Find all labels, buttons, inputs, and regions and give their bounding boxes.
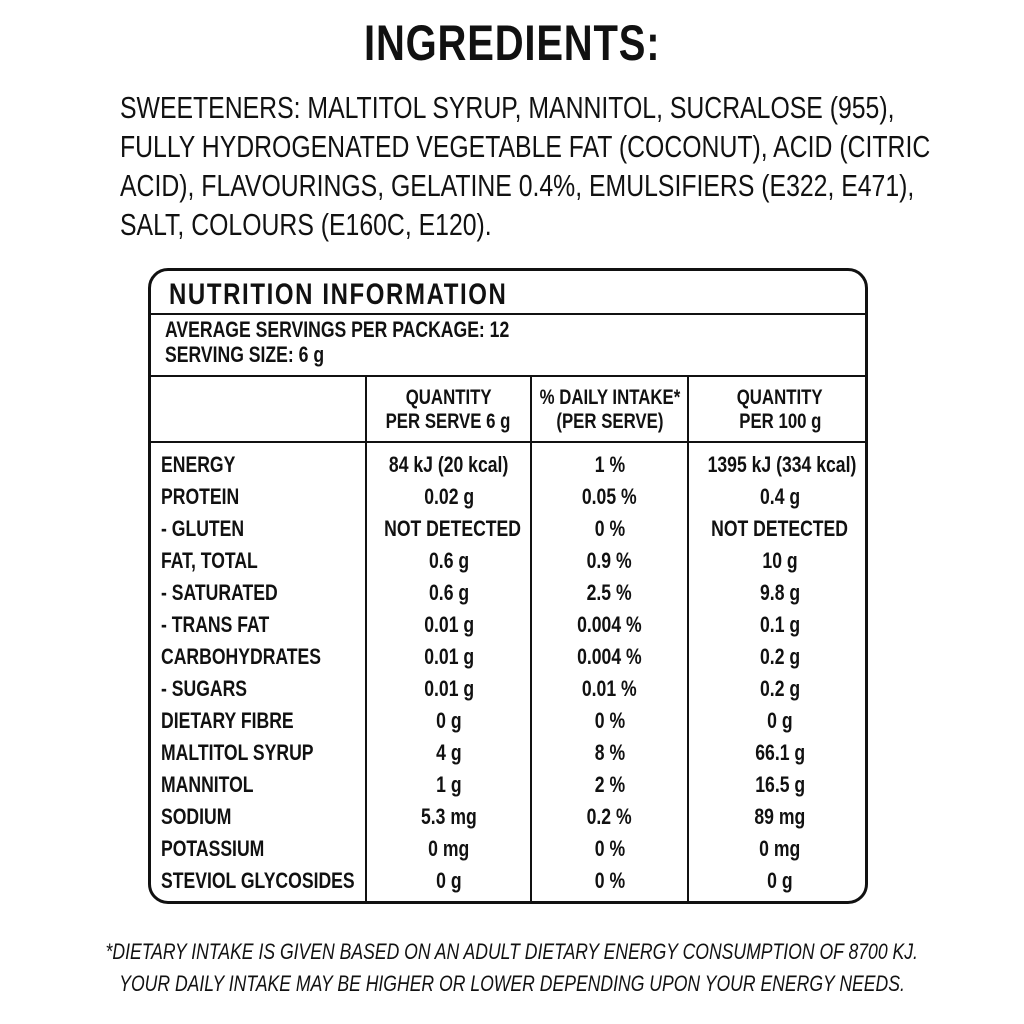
daily-intake-value-cell (532, 545, 687, 577)
nutrient-name-cell (161, 833, 361, 865)
footnote (0, 936, 1024, 1000)
serving-info (165, 317, 595, 367)
daily-intake-value: 0.004 % (577, 612, 642, 637)
daily-intake-value-cell (532, 577, 687, 609)
per-100g-value-cell (689, 449, 868, 481)
daily-intake-value: 0.05 % (582, 484, 637, 509)
per-serve-value: 84 kJ (20 kcal) (389, 452, 509, 477)
table-row (151, 865, 865, 897)
per-serve-value: 4 g (436, 740, 462, 765)
per-serve-value-cell (367, 865, 531, 897)
per-serve-value-cell (367, 481, 531, 513)
daily-intake-value: 0.2 % (586, 804, 632, 829)
nutrient-name: MANNITOL (161, 772, 254, 797)
per-100g-value-cell (689, 737, 868, 769)
daily-intake-value-cell (532, 705, 687, 737)
daily-intake-value: 1 % (594, 452, 625, 477)
ingredients-line: ACID), FLAVOURINGS, GELATINE 0.4%, EMULSIFIERS (E322, E471), (120, 168, 915, 203)
per-100g-value: 0.1 g (759, 612, 801, 637)
table-row (151, 769, 865, 801)
daily-intake-value: 2.5 % (586, 580, 632, 605)
table-row (151, 641, 865, 673)
per-serve-value-cell (367, 833, 531, 865)
per-100g-value: 89 mg (754, 804, 806, 829)
servings-per-package: AVERAGE SERVINGS PER PACKAGE: 12 (165, 317, 510, 342)
per-serve-value: 0.01 g (424, 676, 474, 701)
column-header-line: PER 100 g (738, 410, 822, 433)
nutrient-name-cell (161, 673, 361, 705)
daily-intake-value-cell (532, 833, 687, 865)
daily-intake-value: 0.01 % (582, 676, 637, 701)
nutrient-name: SODIUM (161, 804, 232, 829)
per-serve-value-cell (367, 737, 531, 769)
daily-intake-value-cell (532, 673, 687, 705)
column-header-line: QUANTITY (737, 386, 823, 409)
table-row (151, 673, 865, 705)
per-serve-value: NOT DETECTED (384, 516, 522, 541)
nutrient-name-cell (161, 737, 361, 769)
nutrient-name-cell (161, 641, 361, 673)
per-serve-value-cell (367, 641, 531, 673)
nutrient-name: FAT, TOTAL (161, 548, 258, 573)
column-header-line: PER SERVE 6 g (386, 410, 511, 433)
per-serve-value-cell (367, 545, 531, 577)
per-serve-value-cell (367, 801, 531, 833)
nutrient-name: - SUGARS (161, 676, 248, 701)
column-header-line: (PER SERVE) (555, 410, 664, 433)
per-100g-value-cell (689, 865, 868, 897)
table-row (151, 801, 865, 833)
daily-intake-value-cell (532, 737, 687, 769)
serving-size: SERVING SIZE: 6 g (165, 342, 325, 367)
per-serve-value: 0.02 g (424, 484, 474, 509)
per-100g-value: 0 g (767, 708, 793, 733)
daily-intake-value-cell (532, 513, 687, 545)
footnote-line: *DIETARY INTAKE IS GIVEN BASED ON AN ADULT DIETARY ENERGY CONSUMPTION OF 8700 KJ. (105, 939, 919, 964)
column-header-per-100g (689, 381, 868, 439)
nutrient-name-cell (161, 865, 361, 897)
per-serve-value: 0.6 g (428, 548, 470, 573)
nutrient-name: PROTEIN (161, 484, 240, 509)
per-serve-value-cell (367, 769, 531, 801)
table-row (151, 481, 865, 513)
daily-intake-value: 0 % (594, 516, 625, 541)
per-100g-value: 0.4 g (759, 484, 801, 509)
per-100g-value: 0.2 g (759, 644, 801, 669)
page-title (0, 14, 1024, 72)
per-100g-value-cell (689, 769, 868, 801)
column-header-line: % DAILY INTAKE* (539, 386, 680, 409)
daily-intake-value: 0.004 % (577, 644, 642, 669)
per-100g-value-cell (689, 705, 868, 737)
title-text: INGREDIENTS: (363, 15, 661, 71)
per-100g-value-cell (689, 609, 868, 641)
nutrient-name: - GLUTEN (161, 516, 245, 541)
daily-intake-value-cell (532, 641, 687, 673)
per-serve-value-cell (367, 577, 531, 609)
daily-intake-value: 0.9 % (586, 548, 632, 573)
nutrient-name-cell (161, 513, 361, 545)
per-100g-value: 0.2 g (759, 676, 801, 701)
nutrient-name-cell (161, 545, 361, 577)
per-100g-value: 1395 kJ (334 kcal) (707, 452, 857, 477)
per-serve-value: 0 g (436, 708, 462, 733)
per-serve-value: 0.01 g (424, 644, 474, 669)
column-header-line: QUANTITY (405, 386, 492, 409)
per-100g-value-cell (689, 513, 868, 545)
daily-intake-value-cell (532, 801, 687, 833)
table-row (151, 737, 865, 769)
per-100g-value-cell (689, 673, 868, 705)
column-header-daily-intake (532, 381, 687, 439)
nutrient-name: - TRANS FAT (161, 612, 270, 637)
nutrient-name-cell (161, 481, 361, 513)
per-serve-value: 0.01 g (424, 612, 474, 637)
per-100g-value: 10 g (762, 548, 798, 573)
per-100g-value-cell (689, 545, 868, 577)
per-100g-value-cell (689, 481, 868, 513)
nutrient-name: CARBOHYDRATES (161, 644, 322, 669)
per-serve-value-cell (367, 449, 531, 481)
per-100g-value: 66.1 g (755, 740, 805, 765)
per-serve-value: 1 g (436, 772, 462, 797)
per-100g-value-cell (689, 801, 868, 833)
daily-intake-value-cell (532, 769, 687, 801)
per-100g-value-cell (689, 833, 868, 865)
table-row (151, 545, 865, 577)
per-serve-value-cell (367, 673, 531, 705)
nutrition-panel (148, 268, 868, 904)
daily-intake-value-cell (532, 609, 687, 641)
daily-intake-value: 8 % (594, 740, 625, 765)
nutrient-name-cell (161, 577, 361, 609)
daily-intake-value-cell (532, 865, 687, 897)
nutrient-name-cell (161, 705, 361, 737)
daily-intake-value: 0 % (594, 708, 625, 733)
table-row (151, 577, 865, 609)
nutrient-name-cell (161, 801, 361, 833)
per-100g-value-cell (689, 641, 868, 673)
per-100g-value: 0 mg (759, 836, 801, 861)
per-serve-value: 0.6 g (428, 580, 470, 605)
nutrition-title (169, 277, 592, 313)
daily-intake-value-cell (532, 481, 687, 513)
divider (151, 441, 865, 443)
per-serve-value-cell (367, 513, 531, 545)
nutrient-name-cell (161, 449, 361, 481)
ingredients-text (120, 88, 931, 244)
per-serve-value: 5.3 mg (421, 804, 477, 829)
nutrient-name: STEVIOL GLYCOSIDES (161, 868, 355, 893)
nutrient-name: POTASSIUM (161, 836, 265, 861)
ingredients-line: FULLY HYDROGENATED VEGETABLE FAT (COCONUT), ACID (CITRIC (120, 129, 931, 164)
daily-intake-value: 0 % (594, 868, 625, 893)
nutrient-name-cell (161, 769, 361, 801)
table-row (151, 833, 865, 865)
per-serve-value: 0 g (436, 868, 462, 893)
table-row (151, 705, 865, 737)
table-row (151, 513, 865, 545)
column-header-per-serve (367, 381, 530, 439)
ingredients-line: SALT, COLOURS (E160C, E120). (120, 207, 492, 242)
daily-intake-value: 0 % (594, 836, 625, 861)
divider (151, 313, 865, 315)
per-100g-value: NOT DETECTED (711, 516, 849, 541)
divider (151, 375, 865, 377)
nutrition-title-text: NUTRITION INFORMATION (169, 278, 508, 311)
per-serve-value: 0 mg (428, 836, 470, 861)
nutrient-name: ENERGY (161, 452, 236, 477)
nutrient-name-cell (161, 609, 361, 641)
table-row (151, 449, 865, 481)
per-serve-value-cell (367, 705, 531, 737)
footnote-line: YOUR DAILY INTAKE MAY BE HIGHER OR LOWER DEPENDING UPON YOUR ENERGY NEEDS. (119, 971, 905, 996)
nutrient-name: MALTITOL SYRUP (161, 740, 314, 765)
nutrient-name: DIETARY FIBRE (161, 708, 294, 733)
per-serve-value-cell (367, 609, 531, 641)
per-100g-value: 9.8 g (759, 580, 801, 605)
per-100g-value: 0 g (767, 868, 793, 893)
per-100g-value-cell (689, 577, 868, 609)
ingredients-line: SWEETENERS: MALTITOL SYRUP, MANNITOL, SUCRALOSE (955), (120, 90, 895, 125)
daily-intake-value: 2 % (594, 772, 625, 797)
per-100g-value: 16.5 g (755, 772, 805, 797)
nutrient-name: - SATURATED (161, 580, 278, 605)
table-row (151, 609, 865, 641)
daily-intake-value-cell (532, 449, 687, 481)
